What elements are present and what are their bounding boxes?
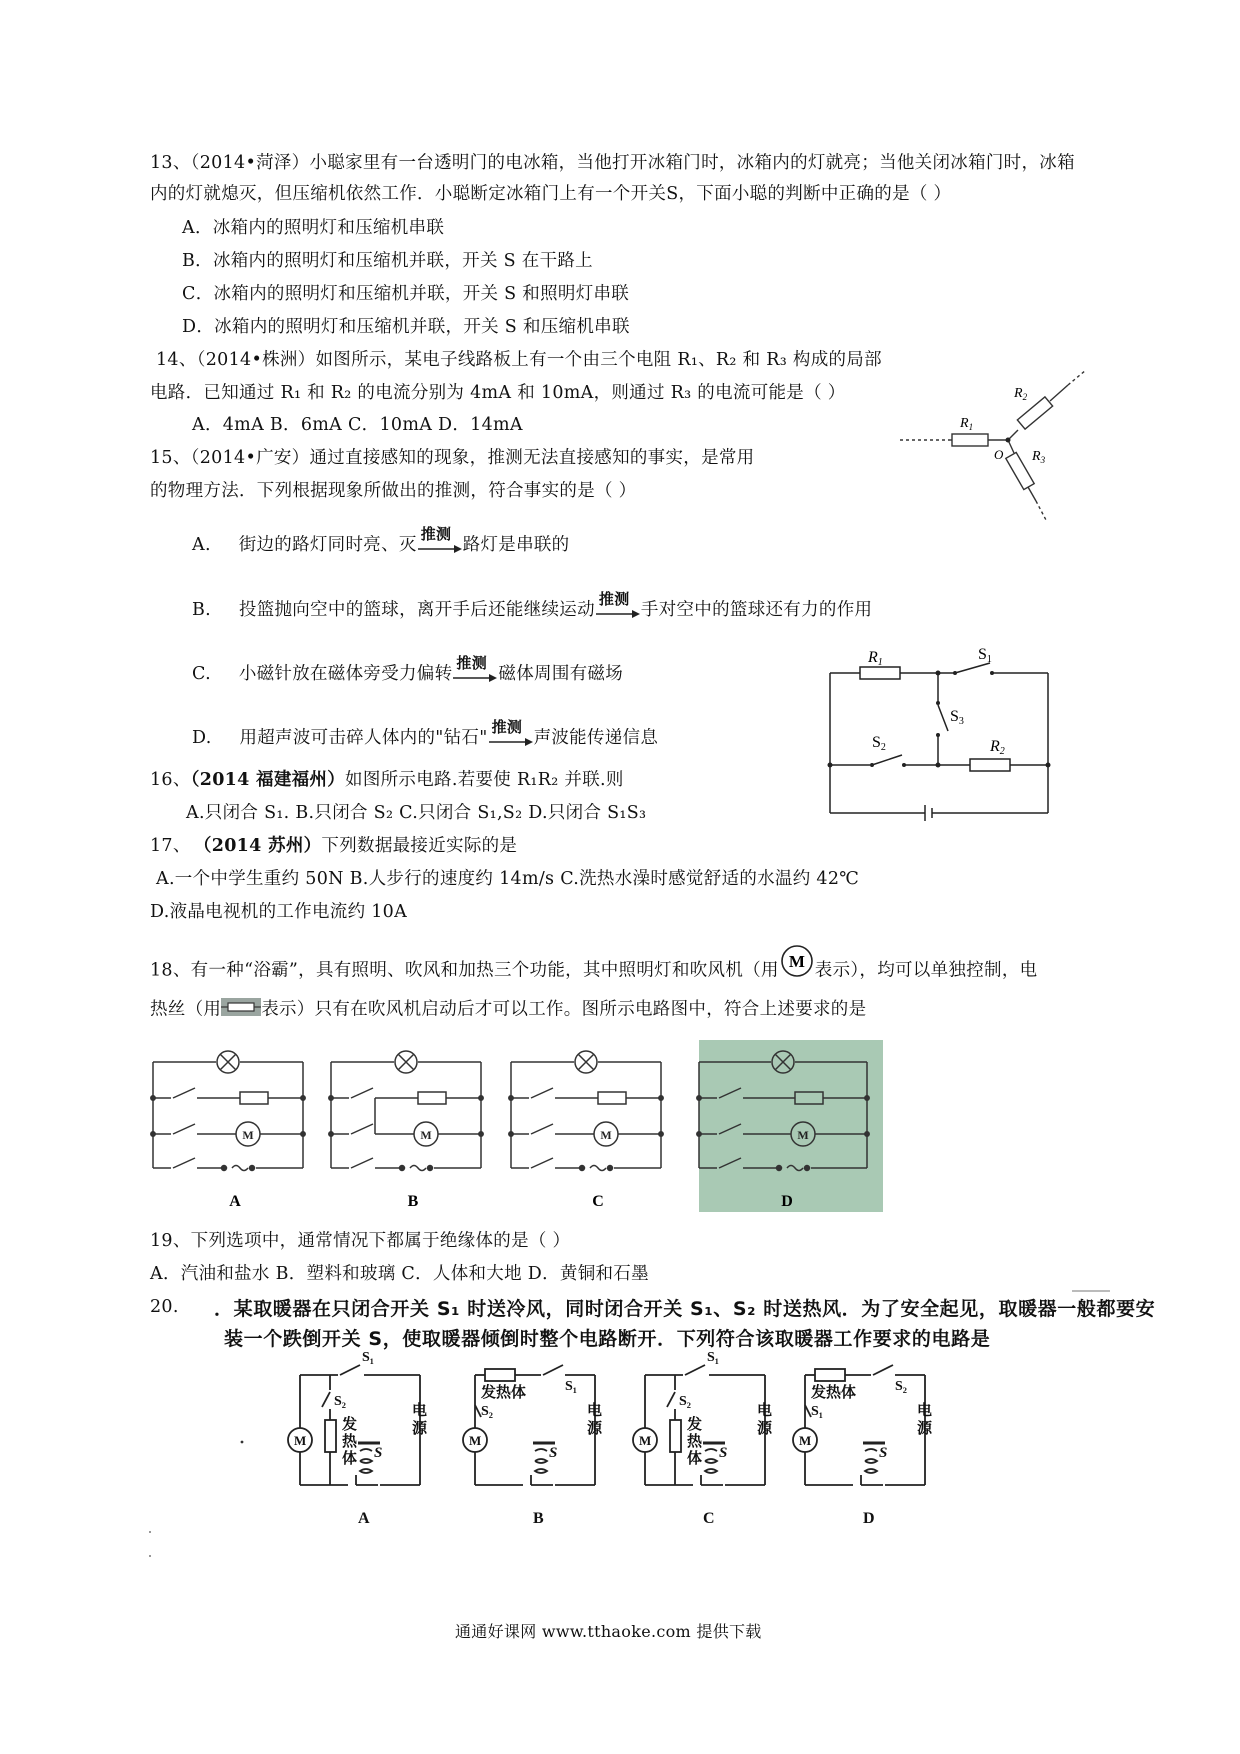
q20-caption-a: A: [358, 1510, 370, 1525]
q20-switch-label: S₂: [481, 1404, 493, 1419]
motor-symbol-icon: M: [469, 1433, 482, 1448]
q16-r2-label: R2: [990, 738, 1005, 757]
q16-stem: 如图所示电路.若要使 R₁R₂ 并联.则: [345, 770, 624, 790]
q16-r1-label: R1: [868, 649, 883, 668]
q20-caption-b: B: [533, 1510, 544, 1525]
q15-line2: 的物理方法．下列根据现象所做出的推测，符合事实的是（ ）: [150, 481, 637, 501]
q20-heater-label: 体: [687, 1451, 703, 1467]
q18-line1-pre: 18、有一种“浴霸”，具有照明、吹风和加热三个功能，其中照明灯和吹风机（用: [150, 960, 779, 981]
q20-heater-label: 热: [342, 1434, 358, 1450]
q14-node-label: O: [994, 447, 1004, 462]
q20-number: 20.: [150, 1297, 179, 1317]
q20-line1: ．某取暖器在只闭合开关 S₁ 时送冷风，同时闭合开关 S₁、S₂ 时送热风．为了安全起见，取暖器一般都要安: [214, 1298, 1156, 1320]
q14-r1-label: $R_1$: [960, 416, 974, 432]
q20-circuit-b: [463, 1365, 603, 1525]
q20-heater-label: 发: [342, 1417, 358, 1433]
q20-heater-label: 发热体: [811, 1385, 857, 1401]
q20-power-label: 源: [917, 1421, 933, 1437]
q14-r2-label: $R_2$: [1014, 386, 1028, 402]
q17-number: 17、: [150, 836, 191, 856]
q18-line2-pre: 热丝（用: [150, 999, 222, 1020]
motor-symbol-icon: M: [799, 1433, 812, 1448]
svg-text:M: M: [420, 1128, 432, 1142]
q14-r3-label: $R_3$: [1032, 449, 1046, 465]
q16-s3-label: S3: [950, 708, 964, 727]
q15-option-d-inference: 声波能传递信息: [533, 728, 659, 748]
q18-caption-c: C: [592, 1193, 604, 1210]
q20-line2: 装一个跌倒开关 S，使取暖器倾倒时整个电路断开．下列符合该取暖器工作要求的电路是: [224, 1328, 991, 1350]
q13-option-a: A．冰箱内的照明灯和压缩机串联: [182, 218, 445, 238]
q20-fall-switch-label: S: [719, 1445, 728, 1461]
q17-source: （2014 苏州）: [202, 836, 322, 856]
q15-line1: 15、（2014•广安）通过直接感知的现象，推测无法直接感知的事实，是常用: [150, 448, 755, 468]
q20-power-label: 电: [917, 1403, 933, 1419]
q15-option-b-label: B.: [192, 600, 212, 620]
q20-circuits-figure: [270, 1345, 1030, 1525]
q20-caption-d: D: [863, 1510, 875, 1525]
q15-option-b-phenomenon: 投篮抛向空中的篮球，离开手后还能继续运动: [238, 600, 595, 620]
q15-option-a-label: A.: [192, 535, 211, 555]
scan-mark: [1072, 1288, 1112, 1294]
q14-options: A．4mA B．6mA C．10mA D．14mA: [192, 415, 523, 435]
motor-symbol-icon: M: [639, 1433, 652, 1448]
q20-power-label: 源: [587, 1421, 603, 1437]
q18-line1: [150, 952, 1038, 985]
inference-arrow-icon: 推测: [418, 535, 462, 557]
q20-fall-switch-label: S: [374, 1445, 383, 1461]
inference-arrow-icon: 推测: [489, 728, 533, 750]
q20-fall-switch-label: S: [549, 1445, 558, 1461]
q20-caption-c: C: [703, 1510, 715, 1525]
q20-s2-label: S₂: [334, 1394, 346, 1409]
inference-arrow-icon: 推测: [596, 600, 640, 622]
q20-power-label: 源: [412, 1421, 428, 1437]
svg-text:M: M: [600, 1128, 612, 1142]
q20-circuit-a: [288, 1350, 428, 1525]
svg-text:M: M: [788, 952, 805, 971]
q15-option-b-inference: 手对空中的篮球还有力的作用: [640, 600, 873, 620]
q16-number: 16、: [150, 770, 191, 790]
q20-power-label: 源: [757, 1421, 773, 1437]
q15-option-c-label: C.: [192, 664, 211, 684]
q18-line1-post: 表示），均可以单独控制，电: [814, 960, 1038, 981]
q18-line2-post: 表示）只有在吹风机启动后才可以工作。图所示电路图中，符合上述要求的是: [261, 999, 867, 1020]
q20-power-label: 电: [587, 1403, 603, 1419]
q20-fall-switch-label: S: [879, 1445, 888, 1461]
q16-source: （2014 福建福州）: [190, 770, 346, 790]
q15-option-a-inference: 路灯是串联的: [462, 535, 570, 555]
q18-caption-a: A: [229, 1193, 241, 1210]
q15-option-c: [192, 653, 624, 686]
q18-circuit-a: [151, 1051, 305, 1171]
q19-line1: 19、下列选项中，通常情况下都属于绝缘体的是（ ）: [150, 1231, 571, 1251]
q20-power-label: 电: [757, 1403, 773, 1419]
q20-switch-label: S₂: [895, 1379, 907, 1394]
q15-option-b: [192, 589, 873, 622]
q17-line1: [150, 835, 517, 857]
q14-resistor-figure: [890, 355, 1090, 530]
q15-option-c-inference: 磁体周围有磁场: [498, 664, 624, 684]
q20-heater-label: 发: [687, 1417, 703, 1433]
inference-arrow-icon: 推测: [453, 664, 497, 686]
q16-options: A.只闭合 S₁. B.只闭合 S₂ C.只闭合 S₁,S₂ D.只闭合 S₁S₃: [186, 803, 647, 823]
q15-option-a-phenomenon: 街边的路灯同时亮、灭: [238, 535, 417, 555]
q14-line2: 电路．已知通过 R₁ 和 R₂ 的电流分别为 4mA 和 10mA，则通过 R₃ 的电流可能是（ ）: [150, 383, 846, 403]
q17-line2: A.一个中学生重约 50N B.人步行的速度约 14m/s C.洗热水澡时感觉舒适的水温约 42℃: [156, 869, 860, 889]
q16-line1: [150, 769, 624, 791]
motor-symbol-icon: M: [294, 1433, 307, 1448]
q20-s1-label: S₁: [707, 1350, 719, 1365]
q17-line3: D.液晶电视机的工作电流约 10A: [150, 902, 408, 922]
q18-circuit-c: [509, 1051, 663, 1171]
q16-s1-label: S1: [978, 646, 992, 665]
q15-option-d-label: D.: [192, 728, 212, 748]
motor-symbol-icon: [779, 952, 815, 985]
q18-caption-b: B: [407, 1193, 419, 1210]
q20-heater-label: 发热体: [481, 1385, 527, 1401]
q18-line2: [150, 996, 866, 1024]
q20-s1-label: S₁: [362, 1350, 374, 1365]
page-footer: 通通好课网 www.tthaoke.com 提供下载: [455, 1622, 762, 1641]
q16-s2-label: S2: [872, 734, 886, 753]
q13-line1: 13、（2014•菏泽）小聪家里有一台透明门的电冰箱，当他打开冰箱门时，冰箱内的灯就亮；当他关闭冰箱门时，冰箱: [150, 153, 1075, 173]
q13-line2: 内的灯就熄灭，但压缩机依然工作．小聪断定冰箱门上有一个开关S，下面小聪的判断中正确的是（ ）: [150, 184, 952, 204]
q15-option-c-phenomenon: 小磁针放在磁体旁受力偏转: [238, 664, 453, 684]
q18-circuit-b: [329, 1051, 483, 1171]
svg-text:M: M: [797, 1128, 809, 1142]
q20-s2-label: S₂: [679, 1394, 691, 1409]
q20-heater-label: 体: [342, 1451, 358, 1467]
q17-stem: 下列数据最接近实际的是: [321, 836, 518, 856]
q15-option-d-phenomenon: 用超声波可击碎人体内的"钻石": [239, 728, 488, 748]
q18-caption-d: D: [781, 1193, 793, 1210]
q16-circuit-figure: [820, 643, 1060, 833]
q15-option-a: [192, 524, 570, 557]
q19-line2: A．汽油和盐水 B．塑料和玻璃 C．人体和大地 D．黄铜和石墨: [150, 1264, 649, 1284]
scan-speck: [148, 1530, 154, 1560]
q13-option-d: D．冰箱内的照明灯和压缩机并联，开关 S 和压缩机串联: [182, 317, 630, 337]
q20-heater-label: 热: [687, 1434, 703, 1450]
heating-wire-symbol-icon: [221, 996, 261, 1024]
q20-circuit-c: [633, 1350, 773, 1525]
q20-switch-label: S₁: [565, 1379, 577, 1394]
q13-option-b: B．冰箱内的照明灯和压缩机并联，开关 S 在干路上: [182, 251, 593, 271]
svg-text:M: M: [242, 1128, 254, 1142]
q13-option-c: C．冰箱内的照明灯和压缩机并联，开关 S 和照明灯串联: [182, 284, 630, 304]
q20-switch-label: S₁: [811, 1404, 823, 1419]
q15-option-d: [192, 717, 659, 750]
q14-line1: 14、（2014•株洲）如图所示，某电子线路板上有一个由三个电阻 R₁、R₂ 和 R₃ 构成的局部: [156, 350, 882, 370]
q20-power-label: 电: [412, 1403, 428, 1419]
q20-circuit-d: [793, 1365, 933, 1525]
q18-circuits-figure: [143, 1040, 883, 1212]
scan-speck: [240, 1440, 246, 1446]
